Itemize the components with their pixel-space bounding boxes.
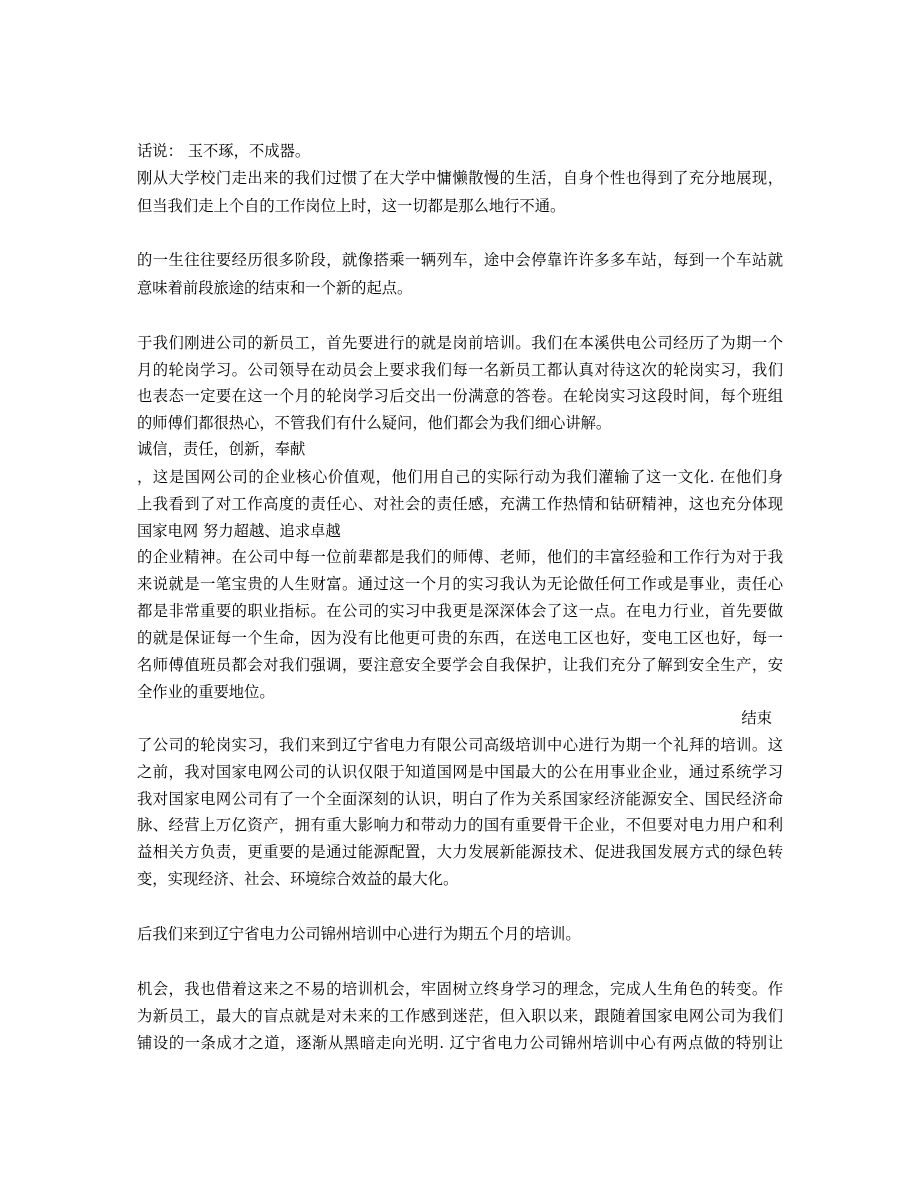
- text-line: 脉、经营上万亿资产，拥有重大影响力和带动力的国有重要骨干企业，不但要对电力用户和利: [137, 816, 783, 834]
- text-line: 结束: [741, 709, 772, 727]
- text-line: 的就是保证每一个生命，因为没有比他更可贵的东西，在送电工区也好，变电工区也好，每一: [137, 629, 783, 647]
- text-line: 上我看到了对工作高度的责任心、对社会的责任感，充满工作热情和钻研精神，这也充分体现: [137, 495, 783, 513]
- text-line: 我对国家电网公司有了一个全面深刻的认识，明白了作为关系国家经济能源安全、国民经济命: [137, 790, 783, 808]
- text-line: 了公司的轮岗实习，我们来到辽宁省电力有限公司高级培训中心进行为期一个礼拜的培训。这: [137, 736, 783, 754]
- text-line: 后我们来到辽宁省电力公司锦州培训中心进行为期五个月的培训。: [137, 925, 581, 943]
- text-line: 的师傅们都很热心，不管我们有什么疑问，他们都会为我们细心讲解。: [137, 414, 612, 432]
- text-line: 刚从大学校门走出来的我们过惯了在大学中慵懒散慢的生活，自身个性也得到了充分地展现，: [137, 169, 783, 187]
- text-line: 为新员工，最大的盲点就是对未来的工作感到迷茫，但入职以来，跟随着国家电网公司为我们: [137, 1007, 783, 1025]
- text-line: 诚信，责任，创新，奉献: [137, 440, 306, 458]
- text-line: 名师傅值班员都会对我们强调，要注意安全要学会自我保护，让我们充分了解到安全生产，安: [137, 656, 783, 674]
- text-line: 益相关方负责，更重要的是通过能源配置，大力发展新能源技术、促进我国发展方式的绿色转: [137, 843, 783, 861]
- text-line: 机会，我也借着这来之不易的培训机会，牢固树立终身学习的理念，完成人生角色的转变。作: [137, 980, 783, 998]
- text-line: 也表态一定要在这一个月的轮岗学习后交出一份满意的答卷。在轮岗实习这段时间，每个班组: [137, 387, 783, 405]
- text-line: 月的轮岗学习。公司领导在动员会上要求我们每一名新员工都认真对待这次的轮岗实习，我们: [137, 361, 783, 379]
- text-line: 都是非常重要的职业指标。在公司的实习中我更是深深体会了这一点。在电力行业，首先要做: [137, 602, 783, 620]
- text-line: 的企业精神。在公司中每一位前辈都是我们的师傅、老师，他们的丰富经验和工作行为对于我: [137, 548, 783, 566]
- text-line: 铺设的一条成才之道，逐渐从黑暗走向光明. 辽宁省电力公司锦州培训中心有两点做的特别让: [137, 1034, 783, 1052]
- text-line: 但当我们走上个自的工作岗位上时，这一切都是那么地行不通。: [137, 197, 566, 215]
- text-line: 意味着前段旅途的结束和一个新的起点。: [137, 279, 413, 297]
- text-line: 于我们刚进公司的新员工，首先要进行的就是岗前培训。我们在本溪供电公司经历了为期一个: [137, 334, 783, 352]
- text-line: 变，实现经济、社会、环境综合效益的最大化。: [137, 870, 459, 888]
- text-line: 全作业的重要地位。: [137, 683, 275, 701]
- text-line: 话说： 玉不琢，不成器。: [137, 142, 311, 160]
- text-line: 来说就是一笔宝贵的人生财富。通过这一个月的实习我认为无论做任何工作或是事业，责任心: [137, 575, 783, 593]
- text-line: 之前，我对国家电网公司的认识仅限于知道国网是中国最大的公在用事业企业，通过系统学习: [137, 763, 783, 781]
- text-line: ，这是国网公司的企业核心价值观，他们用自己的实际行动为我们灌输了这一文化. 在他们身: [137, 468, 783, 486]
- text-line: 国家电网 努力超越、追求卓越: [137, 522, 341, 540]
- text-line: 的一生往往要经历很多阶段，就像搭乘一辆列车，途中会停靠许许多多车站，每到一个车站就: [137, 251, 783, 269]
